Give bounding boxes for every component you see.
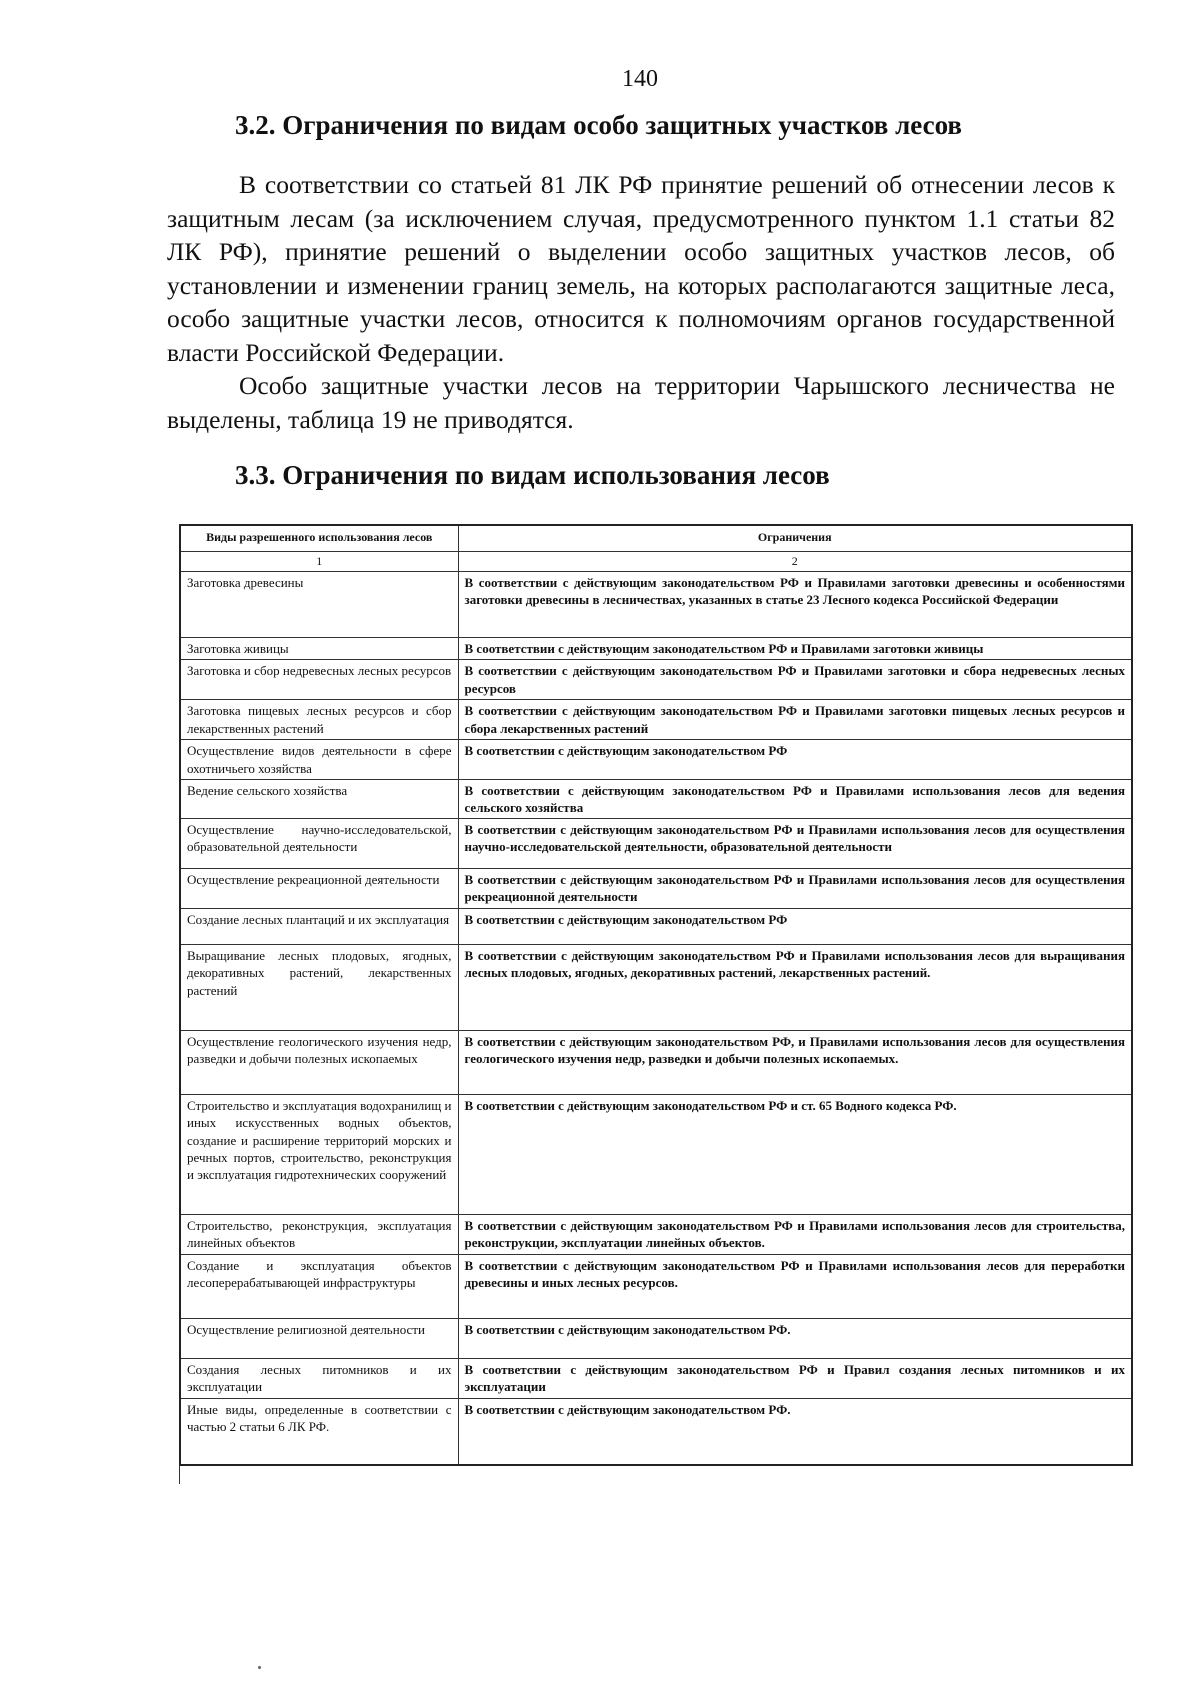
restrictions-table-container — [179, 524, 1131, 1484]
usage-kind-cell: Заготовка и сбор недревесных лесных ресурсов — [180, 660, 458, 700]
table-row — [180, 1399, 1132, 1465]
table-row — [180, 700, 1132, 740]
usage-kind-cell: Осуществление научно-исследовательской, образовательной деятельности — [180, 819, 458, 869]
usage-kind-cell: Заготовка живицы — [180, 638, 458, 660]
usage-kind-cell: Осуществление религиозной деятельности — [180, 1319, 458, 1359]
section-3-2-title: 3.2. Ограничения по видам особо защитных участков лесов — [235, 110, 962, 140]
scan-speck — [258, 1666, 261, 1669]
table-row — [180, 1095, 1132, 1215]
table-row — [180, 572, 1132, 638]
usage-kind-cell: Заготовка пищевых лесных ресурсов и сбор лекарственных растений — [180, 700, 458, 740]
usage-kind-cell: Заготовка древесины — [180, 572, 458, 638]
usage-kind-cell: Осуществление рекреационной деятельности — [180, 869, 458, 909]
usage-kind-cell: Осуществление геологического изучения недр, разведки и добычи полезных ископаемых — [180, 1031, 458, 1095]
restriction-cell: В соответствии с действующим законодательством РФ и Правилами использования лесов для осуществления научно-исследовательской деятельности, образовательной деятельности — [458, 819, 1132, 869]
table-row — [180, 779, 1132, 818]
table-row — [180, 740, 1132, 779]
table-body — [180, 572, 1132, 1465]
restriction-cell: В соответствии с действующим законодательством РФ, и Правилами использования лесов для осуществления геологического изучения недр, разведки и добычи полезных ископаемых. — [458, 1031, 1132, 1095]
header-restrictions: Ограничения — [458, 525, 1132, 552]
usage-kind-cell: Создание и эксплуатация объектов лесоперерабатывающей инфраструктуры — [180, 1255, 458, 1319]
restriction-cell: В соответствии с действующим законодательством РФ и Правилами использования лесов для выращивания лесных плодовых, ягодных, декоративных растений, лекарственных растений. — [458, 945, 1132, 1031]
restriction-cell: В соответствии с действующим законодательством РФ и Правилами заготовки древесины и особенностями заготовки древесины в лесничествах, указанных в статье 23 Лесного кодекса Российской Федерации — [458, 572, 1132, 638]
usage-kind-cell: Строительство, реконструкция, эксплуатация линейных объектов — [180, 1215, 458, 1255]
restriction-cell: В соответствии с действующим законодательством РФ и Правилами использования лесов для строительства, реконструкции, эксплуатации линейных объектов. — [458, 1215, 1132, 1255]
paragraph: В соответствии со статьей 81 ЛК РФ принятие решений об отнесении лесов к защитным лесам (за исключением случая, предусмотренного пунктом 1.1 статьи 82 ЛК РФ), принятие решений о выделении особо защитных участков лесов, об установлении и изменении границ земель, на которых располагаются защитные леса, особо защитные участки лесов, относится к полномочиям органов государственной власти Российской Федерации. — [167, 170, 1115, 367]
section-3-2-body — [167, 168, 1115, 436]
table-row — [180, 1319, 1132, 1359]
column-number: 2 — [458, 552, 1132, 572]
table-row — [180, 869, 1132, 909]
restriction-cell: В соответствии с действующим законодательством РФ и Правилами заготовки и сбора недревесных лесных ресурсов — [458, 660, 1132, 700]
table-bottom-margin — [179, 1466, 1131, 1484]
usage-kind-cell: Создания лесных питомников и их эксплуатации — [180, 1359, 458, 1399]
usage-kind-cell: Ведение сельского хозяйства — [180, 779, 458, 818]
restriction-cell: В соответствии с действующим законодательством РФ и Правилами использования лесов для переработки древесины и иных лесных ресурсов. — [458, 1255, 1132, 1319]
table-row — [180, 660, 1132, 700]
table-row — [180, 909, 1132, 945]
usage-kind-cell: Осуществление видов деятельности в сфере охотничьего хозяйства — [180, 740, 458, 779]
usage-kind-cell: Строительство и эксплуатация водохранилищ и иных искусственных водных объектов, создание и расширение территорий морских и речных портов, строительство, реконструкция и эксплуатация гидротехнических сооружений — [180, 1095, 458, 1215]
restriction-cell: В соответствии с действующим законодательством РФ — [458, 740, 1132, 779]
usage-kind-cell: Иные виды, определенные в соответствии с частью 2 статьи 6 ЛК РФ. — [180, 1399, 458, 1465]
table-row — [180, 1255, 1132, 1319]
restriction-cell: В соответствии с действующим законодательством РФ и ст. 65 Водного кодекса РФ. — [458, 1095, 1132, 1215]
table-header-row — [180, 525, 1132, 552]
usage-kind-cell: Выращивание лесных плодовых, ягодных, декоративных растений, лекарственных растений — [180, 945, 458, 1031]
page-number: 140 — [622, 66, 658, 92]
table-row — [180, 638, 1132, 660]
restrictions-table — [179, 524, 1133, 1466]
restriction-cell: В соответствии с действующим законодательством РФ. — [458, 1399, 1132, 1465]
restriction-cell: В соответствии с действующим законодательством РФ и Правилами использования лесов для ведения сельского хозяйства — [458, 779, 1132, 818]
table-row — [180, 1359, 1132, 1399]
column-number: 1 — [180, 552, 458, 572]
table-row — [180, 1215, 1132, 1255]
paragraph: Особо защитные участки лесов на территории Чарышского лесничества не выделены, таблица 19 не приводятся. — [167, 371, 1115, 434]
usage-kind-cell: Создание лесных плантаций и их эксплуатация — [180, 909, 458, 945]
table-row — [180, 945, 1132, 1031]
restriction-cell: В соответствии с действующим законодательством РФ — [458, 909, 1132, 945]
section-3-3-title: 3.3. Ограничения по видам использования лесов — [235, 460, 830, 490]
column-number-row — [180, 552, 1132, 572]
restriction-cell: В соответствии с действующим законодательством РФ и Правил создания лесных питомников и их эксплуатации — [458, 1359, 1132, 1399]
header-usage-kinds: Виды разрешенного использования лесов — [180, 525, 458, 552]
restriction-cell: В соответствии с действующим законодательством РФ. — [458, 1319, 1132, 1359]
restriction-cell: В соответствии с действующим законодательством РФ и Правилами заготовки пищевых лесных ресурсов и сбора лекарственных растений — [458, 700, 1132, 740]
restriction-cell: В соответствии с действующим законодательством РФ и Правилами использования лесов для осуществления рекреационной деятельности — [458, 869, 1132, 909]
restriction-cell: В соответствии с действующим законодательством РФ и Правилами заготовки живицы — [458, 638, 1132, 660]
table-row — [180, 819, 1132, 869]
table-row — [180, 1031, 1132, 1095]
